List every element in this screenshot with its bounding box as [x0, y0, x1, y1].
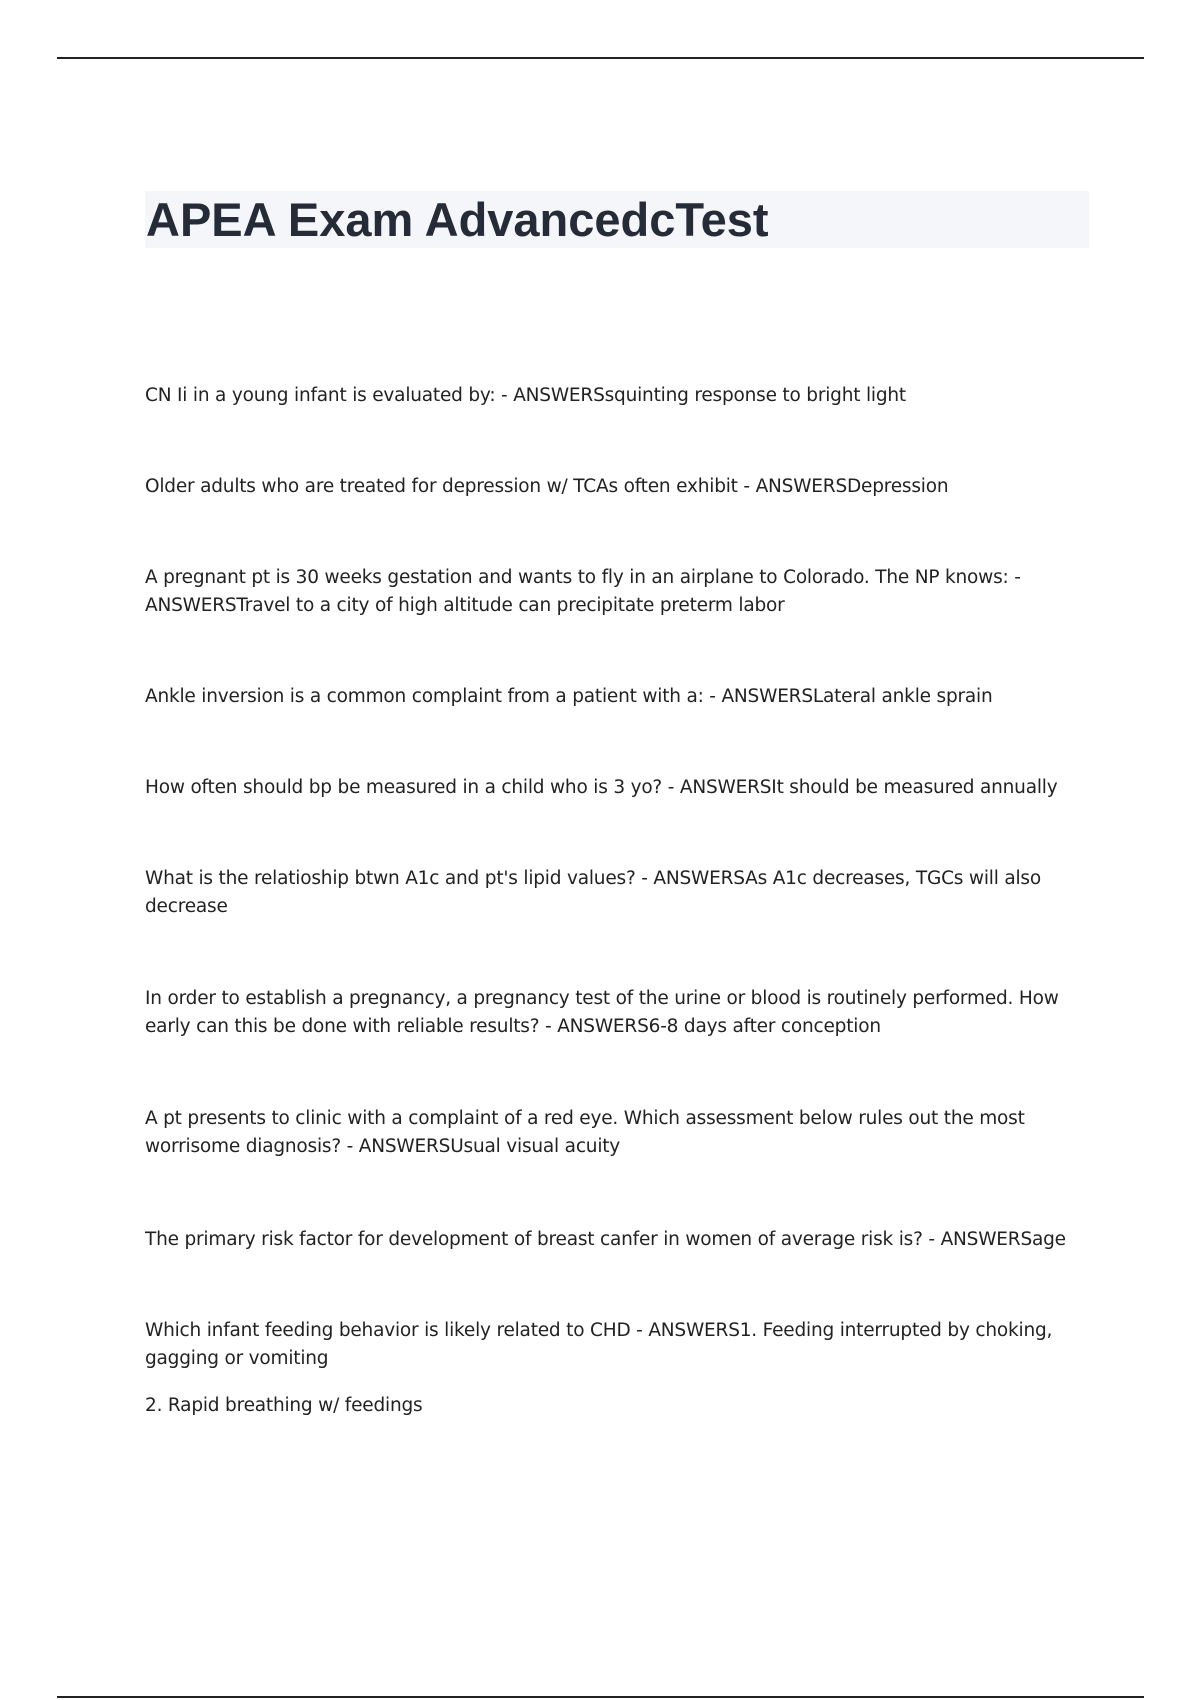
qa-item-10: Which infant feeding behavior is likely related to CHD - ANSWERS1. Feeding interrupted by choking, gagging or vomiting	[145, 1320, 1053, 1369]
qa-item-3: A pregnant pt is 30 weeks gestation and wants to fly in an airplane to Colorado. The NP knows: - ANSWERSTravel to a city of high altitude can precipitate preterm labor	[145, 567, 1021, 616]
qa-item-6: What is the relatioship btwn A1c and pt's lipid values? - ANSWERSAs A1c decreases, TGCs will also decrease	[145, 868, 1041, 917]
top-divider	[57, 57, 1144, 59]
qa-item-2: Older adults who are treated for depression w/ TCAs often exhibit - ANSWERSDepression	[145, 476, 949, 497]
bottom-divider	[57, 1696, 1144, 1698]
qa-item-10-continued: 2. Rapid breathing w/ feedings	[145, 1395, 423, 1416]
qa-item-8: A pt presents to clinic with a complaint of a red eye. Which assessment below rules out the most worrisome diagnosis? - ANSWERSUsual visual acuity	[145, 1108, 1025, 1157]
qa-item-4: Ankle inversion is a common complaint from a patient with a: - ANSWERSLateral ankle sprain	[145, 686, 993, 707]
qa-item-7: In order to establish a pregnancy, a pregnancy test of the urine or blood is routinely performed. How early can this be done with reliable results? - ANSWERS6-8 days after conception	[145, 988, 1059, 1037]
qa-item-1: CN Ii in a young infant is evaluated by: - ANSWERSsquinting response to bright light	[145, 385, 906, 406]
page-title: APEA Exam AdvancedcTest	[146, 193, 769, 246]
qa-item-5: How often should bp be measured in a child who is 3 yo? - ANSWERSIt should be measured annually	[145, 777, 1058, 798]
qa-item-9: The primary risk factor for development of breast canfer in women of average risk is? - ANSWERSage	[145, 1229, 1066, 1250]
